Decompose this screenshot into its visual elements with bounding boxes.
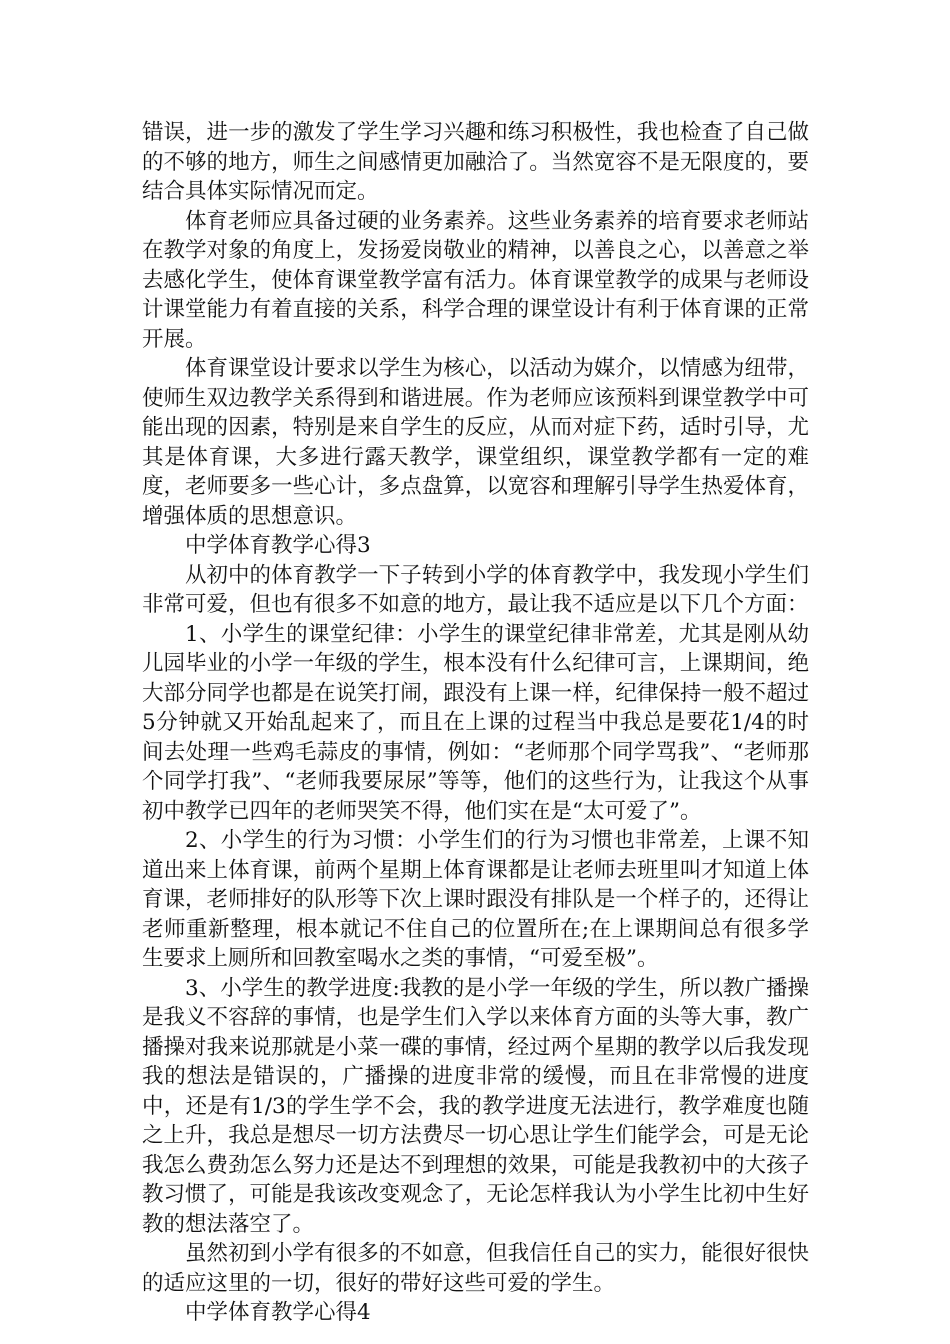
paragraph-point-1: 1、小学生的课堂纪律：小学生的课堂纪律非常差，尤其是刚从幼儿园毕业的小学一年级的学生，根本没有什么纪律可言，上课期间，绝大部分同学也都是在说笑打闹，跟没有上课一样，纪律保持一般不超过5分钟就又开始乱起来了，而且在上课的过程当中我总是要花1/4的时间去处理一些鸡毛蒜皮的事情，例如：“老师那个同学骂我”、“老师那个同学打我”、“老师我要尿尿”等等，他们的这些行为，让我这个从事初中教学已四年的老师哭笑不得，他们实在是“太可爱了”。	[142, 621, 809, 824]
paragraph-conclusion: 虽然初到小学有很多的不如意，但我信任自己的实力，能很好很快的适应这里的一切，很好的带好这些可爱的学生。	[142, 1241, 809, 1296]
paragraph-teacher-quality: 体育老师应具备过硬的业务素养。这些业务素养的培育要求老师站在教学对象的角度上，发扬爱岗敬业的精神，以善良之心，以善意之举去感化学生，使体育课堂教学富有活力。体育课堂教学的成果与老师设计课堂能力有着直接的关系，科学合理的课堂设计有利于体育课的正常开展。	[142, 208, 809, 352]
paragraph-point-2: 2、小学生的行为习惯：小学生们的行为习惯也非常差，上课不知道出来上体育课，前两个星期上体育课都是让老师去班里叫才知道上体育课，老师排好的队形等下次上课时跟没有排队是一个样子的，还得让老师重新整理，根本就记不住自己的位置所在;在上课期间总有很多学生要求上厕所和回教室喝水之类的事情，“可爱至极”。	[142, 828, 809, 971]
paragraph-class-design: 体育课堂设计要求以学生为核心，以活动为媒介，以情感为纽带，使师生双边教学关系得到和谐进展。作为老师应该预料到课堂教学中可能出现的因素，特别是来自学生的反应，从而对症下药，适时引导，尤其是体育课，大多进行露天教学，课堂组织，课堂教学都有一定的难度，老师要多一些心计，多点盘算，以宽容和理解引导学生热爱体育，增强体质的思想意识。	[142, 356, 809, 529]
paragraph-continuation: 错误，进一步的激发了学生学习兴趣和练习积极性，我也检查了自己做的不够的地方，师生之间感情更加融洽了。当然宽容不是无限度的，要结合具体实际情况而定。	[142, 120, 809, 204]
section-heading-4: 中学体育教学心得4	[185, 1300, 371, 1325]
paragraph-point-3: 3、小学生的教学进度:我教的是小学一年级的学生，所以教广播操是我义不容辞的事情，也是学生们入学以来体育方面的头等大事，教广播操对我来说那就是小菜一碟的事情，经过两个星期的教学以后我发现我的想法是错误的，广播操的进度非常的缓慢，而且在非常慢的进度中，还是有1/3的学生学不会，我的教学进度无法进行，教学难度也随之上升，我总是想尽一切方法费尽一切心思让学生们能学会，可是无论我怎么费劲怎么努力还是达不到理想的效果，可能是我教初中的大孩子教习惯了，可能是我该改变观念了，无论怎样我认为小学生比初中生好教的想法落空了。	[142, 975, 809, 1237]
paragraph-intro: 从初中的体育教学一下子转到小学的体育教学中，我发现小学生们非常可爱，但也有很多不如意的地方，最让我不适应是以下几个方面：	[142, 562, 809, 617]
section-heading-3: 中学体育教学心得3	[185, 533, 371, 558]
document-body	[142, 118, 809, 1328]
